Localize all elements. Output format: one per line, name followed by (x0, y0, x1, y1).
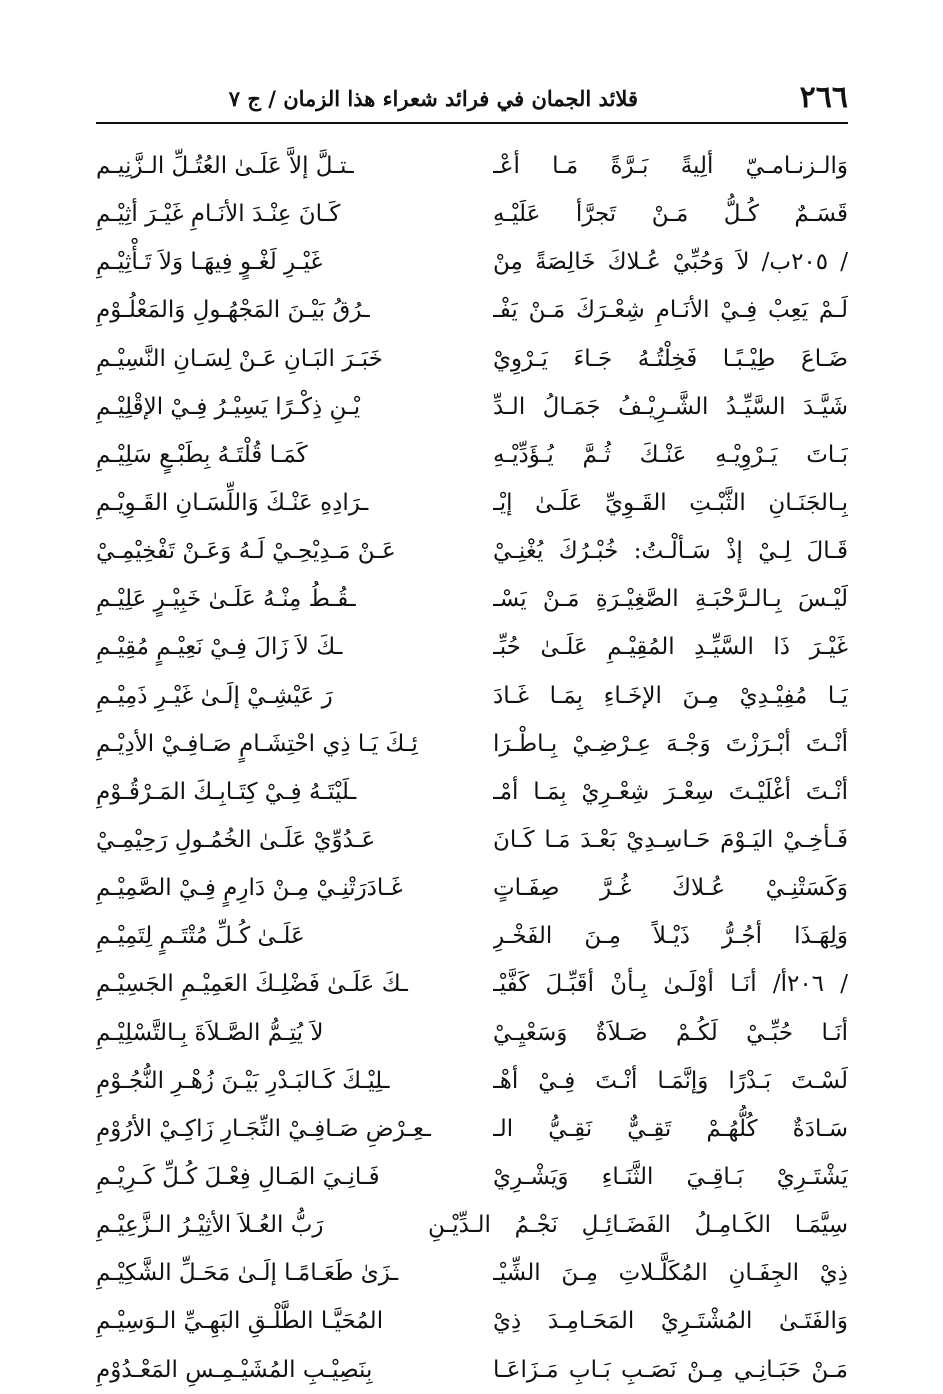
verse-second-hemistich: يْـنِ ذِكْـرًا يَسِيْـرُ فِـيْ الإقْلِيْـمِ (96, 393, 361, 420)
verse-line (96, 816, 848, 864)
verse-line (96, 1153, 848, 1201)
page-number: ٢٦٦ (799, 80, 848, 115)
verse-line (96, 431, 848, 479)
verse-first-hemistich: وَلِهَـذَا أجُـرُّ ذَيْـلاً مِـنَ الفَخْـرِ (493, 923, 848, 950)
verse-line (96, 142, 848, 190)
verse-line (96, 383, 848, 431)
verse-line (96, 1249, 848, 1297)
verse-second-hemistich: ـكَ لاَ زَالَ فِـيْ نَعِيْـمٍ مُقِيْـمِ (96, 634, 343, 661)
verse-second-hemistich: خَبَـرَ البَـانِ عَـنْ لِسَـانِ النَّسِيْـمِ (96, 345, 383, 372)
verse-line (96, 527, 848, 575)
verse-first-hemistich: وَكَسَتْنِـيْ عُـلاكَ غُـرَّ صِفَـاتٍ (493, 875, 848, 902)
verse-first-hemistich: بِـالجَنَـانِ الثَّبْـتِ القَـوِيِّ عَلَـىٰ إيْـ (493, 490, 848, 517)
verse-line (96, 720, 848, 768)
verse-second-hemistich: كَـانَ عِنْـدَ الأنَـامِ غَيْـرَ أثِيْـمِ (96, 201, 341, 228)
verse-line (96, 479, 848, 527)
verse-first-hemistich: / ٢٠٥ب/ لاَ وَحُبِّيْ عُـلاكَ خَالِصَةً مِنْ (493, 249, 848, 276)
verse-second-hemistich: عَـنْ مَـدِيْحِـيْ لَـهُ وَعَـنْ تَفْخِيْمِـيْ (96, 538, 396, 565)
verse-line (96, 768, 848, 816)
verse-first-hemistich: مَـنْ حَبَـانِـي مِـنْ نَصَـبِ بَـابِ مَـزَاعَـا (493, 1356, 848, 1383)
verse-second-hemistich: ئِـكَ يَـا ذِي احْتِشَـامٍ صَـافِـيْ الأدِيْـمِ (96, 730, 418, 757)
verse-first-hemistich: لَيْـسَ بِـالـرَّحْبَـةِ الصَّغِيْـرَةِ مَـنْ يَسْـ (493, 586, 848, 613)
verse-second-hemistich: ـلَيْتَـهُ فِـيْ كِتَـابِـكَ المَـرْقُـوْمِ (96, 778, 357, 805)
verse-first-hemistich: فَـأخِـيْ اليَـوْمَ حَـاسِـدِيْ بَعْـدَ مَـا كَـانَ (493, 827, 848, 854)
verse-second-hemistich: ـزَىٰ طَعَـامًـا إلَـىٰ مَحَـلِّ الشَّكِيْـمِ (96, 1260, 399, 1287)
verse-first-hemistich: ضَـاعَ طِيْـبًـا فَخِلْتُـهُ جَـاءَ يَـرْوِيْ (493, 345, 848, 372)
verse-second-hemistich: عَلَـىٰ كُـلِّ مُتْتَـمٍ لِتَمِيْـمِ (96, 923, 305, 950)
header-rule (96, 122, 848, 124)
verse-second-hemistich: غَـادَرَتْنِـيْ مِـنْ دَارِمٍ فِـيْ الصَّمِيْـمِ (96, 875, 403, 902)
verse-first-hemistich: / ٢٠٦أ/ أنَـا أوْلَـىٰ بِـأنْ أقَبِّـلَ كَفَّيْـ (493, 971, 848, 998)
verse-line (96, 1057, 848, 1105)
verse-first-hemistich: ذِيْ الجِفَـانِ المُكَلَّـلاتِ مِـنَ الشِّيْـ (493, 1260, 848, 1287)
verse-line (96, 623, 848, 671)
verse-line (96, 1346, 848, 1394)
verse-second-hemistich: رَ عَيْشِـيْ إلَـىٰ غَيْـرِ ذَمِيْـمِ (96, 682, 333, 709)
verse-second-hemistich: ـقُـطُ مِنْـهُ عَلَـىٰ خَبِيْـرٍ عَلِيْـمِ (96, 586, 356, 613)
verse-second-hemistich: ـعِـرْضِ صَـافِـيْ النِّجَـارِ زَاكِـيْ الأرُوْمِ (96, 1115, 431, 1142)
verse-first-hemistich: أنْـتَ أغْلَيْـتَ سِعْـرَ شِعْـرِيْ بِمَـا أمْـ (493, 778, 848, 805)
verse-first-hemistich: يَـا مُفِيْـدِيْ مِـنَ الإخَـاءِ بِمَـا غَـادَ (493, 682, 848, 709)
verse-line (96, 190, 848, 238)
verse-second-hemistich: فَـانِـيَ المَـالِ فِعْـلَ كُـلِّ كَـرِيْـمِ (96, 1164, 380, 1191)
verse-second-hemistich: ـرَادِهِ عَنْـكَ وَاللِّسَـانِ القَـوِيْـمِ (96, 490, 369, 517)
verse-second-hemistich: ـرُقُ بَيْـنَ المَجْهُـولِ وَالمَعْلُـوْمِ (96, 297, 370, 324)
verse-line (96, 1201, 848, 1249)
verse-first-hemistich: يَشْتَـرِيْ بَـاقِـيَ الثَّنَـاءِ وَيَشْـرِيْ (493, 1164, 848, 1191)
verse-line (96, 1105, 848, 1153)
verse-line (96, 575, 848, 623)
verse-line (96, 912, 848, 960)
verse-line (96, 864, 848, 912)
verse-first-hemistich: غَيْـرَ ذَا السَّيِّـدِ المُقِيْـمِ عَلَـىٰ حُبِّـ (493, 634, 848, 661)
verse-first-hemistich: قَـالَ لِـيْ إذْ سَـألْـتُ: خُبْـرُكَ يُغْنِـيْ (493, 538, 848, 565)
verse-first-hemistich: قَسَـمٌ كُـلُّ مَـنْ تَجرَّأ عَلَيْـهِ (493, 201, 848, 228)
verse-second-hemistich: غَيْـرِ لَغْـوٍ فِيهَـا وَلاَ تَـأْثِيْـمِ (96, 249, 323, 276)
verse-second-hemistich: المُحَيَّـا الطَّلْـقِ البَهِـيِّ الـوَسِيْـمِ (96, 1308, 384, 1335)
verse-first-hemistich: وَالـزنـامـيّ ألِيةً بَـرَّةً مَـا أعْـ (493, 153, 848, 180)
verse-line (96, 960, 848, 1008)
poem (96, 142, 848, 1394)
verse-first-hemistich: أنَـا حُبِّـيْ لَكُـمْ صَـلاَةٌ وَسَعْيِـيْ (493, 1019, 848, 1046)
verse-second-hemistich: عَـدُوِّيْ عَلَـىٰ الخُمُـولِ رَحِيْمِـيْ (96, 827, 376, 854)
page-header (96, 78, 848, 120)
verse-first-hemistich: سَـادَةٌ كُلُّهُـمْ تَقِـيٌّ نَقِـيُّ الـ (493, 1115, 848, 1142)
verse-second-hemistich: ـكَ عَلَـىٰ فَضْلِـكَ العَمِيْـمِ الجَسِيْـمِ (96, 971, 408, 998)
verse-line (96, 238, 848, 286)
verse-second-hemistich: رَبُّ العُـلاَ الأثِيْـرُ الـزَّعِيْـمِ (96, 1212, 324, 1239)
verse-second-hemistich: ـتـلَّ إلاَّ عَلَـىٰ العُتُـلِّ الـزَّنِيـم (96, 153, 354, 180)
verse-first-hemistich: سِيَّمَـا الكَـامِـلُ الفَضَـائِـلِ نَجْـمُ الـدِّيْـنِ (428, 1212, 848, 1239)
verse-line (96, 1297, 848, 1345)
verse-second-hemistich: لاَ يُتِـمُّ الصَّـلاَةَ بِـالتَّسْلِيْـمِ (96, 1019, 324, 1046)
verse-first-hemistich: وَالفَتَـىٰ المُشْتَـرِيْ المَحَـامِـدَ ذِيْ (493, 1308, 848, 1335)
verse-first-hemistich: بَـاتَ يَـرْوِيْـهِ عَنْـكَ ثُـمَّ يُـؤَدِّيْـهِ (493, 441, 848, 468)
verse-second-hemistich: ـلِيْـكَ كَـالبَـدْرِ بَيْـنَ زُهْـرِ النُّجُـوْمِ (96, 1067, 390, 1094)
running-title: قلائد الجمان في فرائد شعراء هذا الزمان / ج ٧ (228, 86, 638, 111)
verse-line (96, 335, 848, 383)
verse-first-hemistich: أنْـتَ أبْـرَزْتَ وَجْـهَ عِـرْضِـيْ بِـاطْـرَا (493, 730, 848, 757)
verse-line (96, 286, 848, 334)
verse-line (96, 1009, 848, 1057)
verse-line (96, 672, 848, 720)
verse-first-hemistich: لَـمْ يَعِبْ فِـيْ الأنَـامِ شِعْـرَكَ مَـنْ يَفْـ (493, 297, 848, 324)
verse-second-hemistich: كَمَـا قُلْتَـهُ بِطَبْـعٍ سَلِيْـمِ (96, 441, 308, 468)
verse-second-hemistich: بِنَصِيْـبِ المُشَيْـمِـسِ المَعْـدُوْمِ (96, 1356, 373, 1383)
verse-first-hemistich: شَيَّـدَ السَّيِّـدُ الشَّـرِيْـفُ جَمَـالُ الـدِّ (493, 393, 848, 420)
verse-first-hemistich: لَسْـتَ بَـدْرًا وَإنَّمَـا أنْـتَ فِـيْ أهْـ (493, 1067, 848, 1094)
